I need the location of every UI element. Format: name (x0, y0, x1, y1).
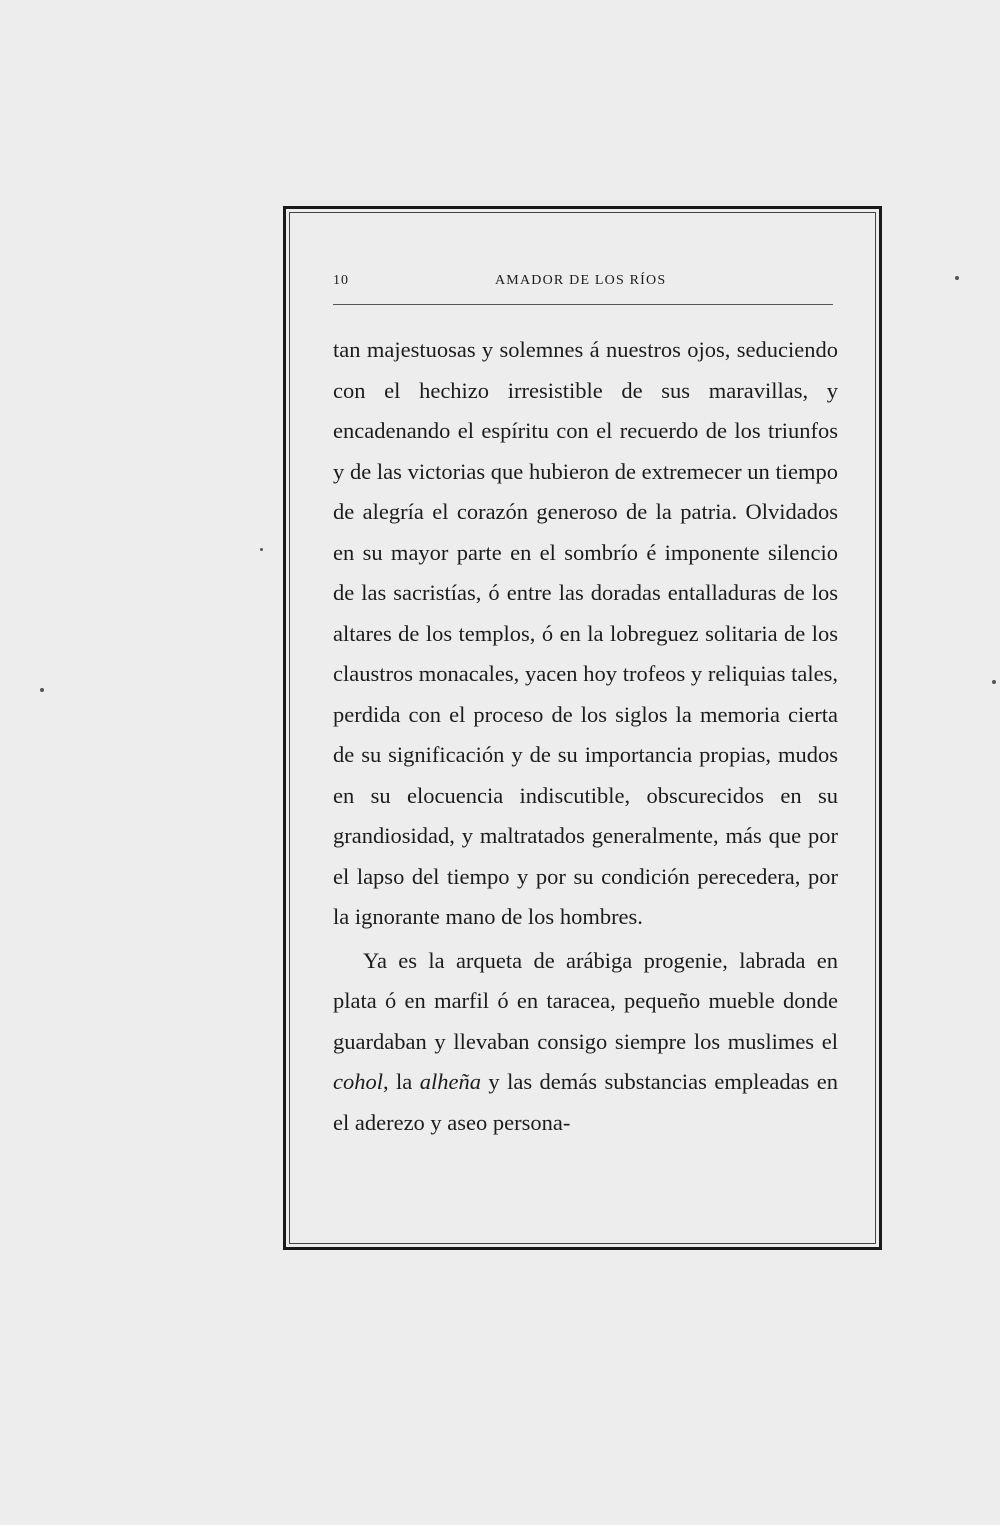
paragraph-1: tan majestuosas y solemnes á nuestros ojos, seduciendo con el hechizo irresistible de sus maravillas, y encadenando el espíritu con el recuerdo de los triunfos y de las victorias que hubieron de extremecer un tiempo de alegría el corazón generoso de la patria. Olvidados en su mayor parte en el sombrío é imponente silencio de las sacristías, ó entre las doradas entalladuras de los altares de los templos, ó en la lobreguez solitaria de los claustros monacales, yacen hoy trofeos y reliquias tales, perdida con el proceso de los siglos la memoria cierta de su significación y de su importancia propias, mudos en su elocuencia indiscutible, obscurecidos en su grandiosidad, y maltratados generalmente, más que por el lapso del tiempo y por su condición perecedera, por la ignorante mano de los hombres. (333, 337, 838, 929)
body-text (333, 330, 838, 1143)
italic-term-alhena: alheña (419, 1069, 481, 1094)
running-head (333, 273, 833, 295)
running-title: AMADOR DE LOS RÍOS (495, 273, 667, 288)
paper-speck (955, 276, 959, 280)
paper-speck (992, 680, 996, 684)
paragraph-2-text-3: y las demás substancias empleadas en el aderezo y aseo persona- (333, 1069, 838, 1135)
page-number: 10 (333, 273, 349, 288)
paragraph-2-text-2: , la (383, 1069, 420, 1094)
paragraph-2-text-1: Ya es la arqueta de arábiga progenie, labrada en plata ó en marfil ó en taracea, pequeño mueble donde guardaban y llevaban consigo siempre los muslimes el (333, 947, 838, 1054)
paper-speck (40, 688, 44, 692)
italic-term-cohol: cohol (333, 1069, 383, 1094)
header-rule (333, 304, 833, 305)
paper-speck (260, 548, 263, 551)
paragraph-2 (333, 941, 838, 1144)
